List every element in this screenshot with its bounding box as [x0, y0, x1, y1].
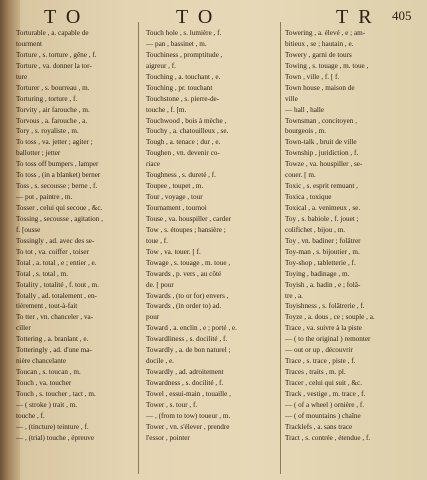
dictionary-entry-line: bitieux , se ; hautain , e.	[285, 39, 354, 48]
dictionary-entry-line: To tter , vn. chanceler , va-	[16, 313, 94, 322]
dictionary-entry-line: Touch hole , s. lumière , f.	[146, 29, 222, 37]
dictionary-entry-line: Toxic , s. esprit remuant ,	[285, 182, 358, 191]
dictionary-entry-line: Torturer , s. bourreau , m.	[16, 83, 90, 92]
dictionary-entry-line: To toss off bumpers , lamper	[16, 160, 99, 169]
running-header-left: TO	[44, 6, 91, 28]
dictionary-entry-line: Torturable , a. capable de	[16, 29, 89, 37]
dictionary-entry-line: aigreur , f.	[146, 61, 176, 70]
dictionary-entry-line: — out or up , découvrir	[285, 346, 353, 355]
dictionary-column-right	[285, 28, 419, 444]
dictionary-entry-line: Towardly , ad. adroitement	[146, 368, 224, 377]
dictionary-entry-line: Township , juridiction , f.	[285, 149, 359, 158]
dictionary-entry-line: Toss , s. secousse ; berne , f.	[16, 182, 98, 191]
dictionary-entry-line: f. [ousse	[16, 225, 41, 234]
dictionary-entry-line: l'essor , pointer	[146, 433, 190, 442]
dictionary-entry-line: de. [ pour	[146, 280, 174, 289]
dictionary-entry-line: Tour , voyage , tour	[146, 193, 203, 202]
column-rule	[280, 22, 281, 474]
dictionary-entry-line: — ( stroke ) trait , m.	[16, 400, 78, 409]
dictionary-entry-line: Totality , totalité , f. tout , m.	[16, 280, 99, 289]
dictionary-entry-line: To tot , va. coiffer , toiser	[16, 247, 90, 256]
dictionary-entry-line: Touse , va. houspiller , carder	[146, 214, 231, 223]
dictionary-entry-line: riace	[146, 160, 160, 169]
dictionary-entry-line: Toyze , a. dous , ce ; souple , a.	[285, 313, 375, 322]
dictionary-entry-line: Toucan , s. toucan , m.	[16, 368, 81, 377]
dictionary-entry-line: Touchiness , promptitude ,	[146, 50, 223, 59]
dictionary-entry-line: ballotter ; jetter	[16, 149, 61, 158]
dictionary-entry-line: Tory , s. royaliste , m.	[16, 127, 79, 136]
dictionary-entry-line: Towards , (to or for) envers ,	[146, 291, 229, 300]
dictionary-entry-line: Total , s. total , m.	[16, 269, 68, 278]
dictionary-entry-line: Traces , traits , m. pl.	[285, 368, 346, 377]
dictionary-entry-line: Toy , vn. badiner ; folâtrer	[285, 236, 361, 245]
dictionary-entry-line: Town-talk , bruit de ville	[285, 138, 357, 147]
dictionary-entry-line: toue , f.	[146, 236, 168, 245]
dictionary-entry-line: Toyish , a. badin , e ; folâ-	[285, 280, 361, 289]
dictionary-entry-line: Tract , s. contrée , étendue , f.	[285, 433, 371, 442]
dictionary-entry-line: Tossingly , ad. avec des se-	[16, 236, 95, 245]
dictionary-entry-line: Towards , p. vers , au côté	[146, 269, 222, 278]
dictionary-entry-line: Touching , a. touchant , e.	[146, 72, 221, 81]
dictionary-entry-line: Tossing , secousse , agitation ,	[16, 214, 103, 223]
dictionary-entry-line: Tottering , a. branlant , e.	[16, 335, 89, 344]
dictionary-entry-line: Total , a. total , e ; entier , e.	[16, 258, 97, 267]
dictionary-entry-line: colifichet , bijou , m.	[285, 225, 346, 234]
dictionary-entry-line: Touch , s. toucher , tact , m.	[16, 389, 96, 398]
running-header-middle: TO	[176, 6, 223, 28]
dictionary-entry-line: Totteringly , ad. d'une ma-	[16, 346, 92, 355]
dictionary-entry-line: ture	[16, 72, 28, 81]
dictionary-entry-line: tourment	[16, 39, 42, 48]
dictionary-entry-line: Touch , va. toucher	[16, 379, 72, 387]
dictionary-entry-line: Toyishness , s. folâtrerie , f.	[285, 302, 365, 311]
dictionary-entry-line: Tracer , celui qui suit , &c.	[285, 379, 362, 387]
dictionary-entry-line: Towze , va. houspiller , se-	[285, 160, 363, 169]
dictionary-entry-line: Towardly , a. de bon naturel ;	[146, 346, 231, 355]
dictionary-entry-line: Torture , va. donner la tor-	[16, 61, 92, 70]
dictionary-entry-line: Touchy , a. chatouilleux , se.	[146, 127, 229, 136]
dictionary-entry-line: Touchstone , s. pierre-de-	[146, 94, 220, 103]
dictionary-entry-line: — , (from to tow) toueur , m.	[146, 411, 231, 420]
dictionary-entry-line: — ( of a wheel ) ornière , f.	[285, 400, 365, 409]
dictionary-entry-line: Toxica , toxique	[285, 193, 332, 202]
dictionary-entry-line: Toy-shop , tabletterie , f.	[285, 258, 356, 267]
dictionary-entry-line: Toy , s. babiole , f. jouet ;	[285, 214, 359, 223]
dictionary-entry-line: Tough , a. tenace ; dur , e.	[146, 138, 221, 147]
dictionary-entry-line: Towage , s. touage , m. toue ,	[146, 258, 231, 267]
dictionary-entry-line: Toying , badinage , m.	[285, 269, 350, 278]
dictionary-entry-line: bourgeois , m.	[285, 127, 326, 136]
dictionary-entry-line: tre , a.	[285, 291, 303, 300]
dictionary-column-middle	[146, 28, 274, 444]
page-number: 405	[392, 8, 412, 23]
dictionary-entry-line: touche , f. [m.	[146, 105, 187, 114]
dictionary-entry-line: Torturing , torture , f.	[16, 94, 78, 103]
dictionary-entry-line: — pan , bassinet , m.	[146, 39, 207, 48]
dictionary-entry-line: Tower , vn. s'élever , prendre	[146, 422, 230, 431]
dictionary-entry-line: Towery , garni de tours	[285, 50, 352, 59]
dictionary-entry-line: Towardness , s. docilité , f.	[146, 379, 224, 387]
dictionary-entry-line: Towardliness , s. docilité , f.	[146, 335, 228, 344]
dictionary-entry-line: nière chancelante	[16, 357, 67, 366]
dictionary-entry-line: touche , f.	[16, 411, 45, 420]
dictionary-entry-line: Torvous , a. farouche , a.	[16, 116, 88, 125]
dictionary-entry-line: Toy-man , s. bijoutier , m.	[285, 247, 360, 256]
dictionary-entry-line: Trace , s. trace , piste , f.	[285, 357, 356, 366]
dictionary-entry-line: Town house , maison de	[285, 83, 355, 92]
dictionary-entry-line: Tracklefs , a. sans trace	[285, 422, 353, 431]
column-rule	[138, 22, 139, 474]
dictionary-entry-line: — ( to the original ) remonter	[285, 335, 371, 344]
dictionary-entry-line: Torvity , air farouche , m.	[16, 105, 90, 114]
dictionary-entry-line: couer. [ m.	[285, 171, 316, 180]
dictionary-entry-line: Townsman , concitoyen ,	[285, 116, 357, 125]
dictionary-entry-line: Towards , (in order to) ad.	[146, 302, 222, 311]
dictionary-entry-line: Tower , s. tour , f.	[146, 400, 198, 409]
dictionary-entry-line: Tow , va. touer. [ f.	[146, 247, 201, 256]
dictionary-entry-line: Touching , pr. touchant	[146, 83, 213, 92]
dictionary-entry-line: Totally , ad. totalement , en-	[16, 291, 97, 300]
dictionary-entry-line: Tow , s. étoupes ; hansière ;	[146, 225, 226, 234]
dictionary-entry-line: docile , e.	[146, 357, 174, 366]
dictionary-entry-line: To toss , va. jetter ; agiter ;	[16, 138, 93, 147]
dictionary-entry-line: Towel , essui-main , touaille ,	[146, 389, 231, 398]
dictionary-entry-line: — ( of mountains ) chaîne	[285, 411, 361, 420]
dictionary-entry-line: — , (tincture) teinture , f.	[16, 422, 89, 431]
dictionary-entry-line: Tosser , celui qui secoue , &c.	[16, 204, 103, 212]
dictionary-entry-line: Towing , s. touage , m. toue ,	[285, 61, 369, 70]
dictionary-entry-line: Trace , va. suivre à la piste	[285, 324, 362, 333]
dictionary-column-left	[16, 28, 128, 444]
dictionary-entry-line: Toughness , s. dureté , f.	[146, 171, 216, 180]
dictionary-entry-line: Track , vestige , m. trace , f.	[285, 389, 366, 398]
dictionary-entry-line: To toss , (in a blanket) berner	[16, 171, 101, 180]
dictionary-entry-line: Toughen , vn. devenir co-	[146, 149, 220, 158]
running-header-right: TR	[336, 6, 382, 28]
dictionary-entry-line: — hall , halle	[285, 105, 325, 114]
dictionary-entry-line: pour	[146, 313, 160, 322]
dictionary-entry-line: ville	[285, 94, 298, 103]
dictionary-entry-line: — , (trial) touche , épreuve	[16, 433, 95, 442]
dictionary-entry-line: Toupee , toupet , m.	[146, 182, 204, 191]
dictionary-entry-line: Touchwood , bois à mèche ,	[146, 116, 227, 125]
dictionary-entry-line: Torture , s. torture , gêne , f.	[16, 50, 97, 59]
dictionary-entry-line: Towering , a. élevé , e ; am-	[285, 29, 366, 37]
dictionary-entry-line: tièrement , tout-à-fait	[16, 302, 78, 311]
dictionary-entry-line: Tournament , tournoi	[146, 204, 207, 212]
dictionary-entry-line: ciller	[16, 324, 31, 333]
dictionary-entry-line: — pot , paintre , m.	[16, 193, 73, 202]
dictionary-entry-line: Toward , a. enclin , e ; porté , e.	[146, 324, 237, 333]
dictionary-entry-line: Town , ville , f. [ f.	[285, 72, 340, 81]
dictionary-entry-line: Toxical , a. venimeux , se.	[285, 204, 361, 212]
